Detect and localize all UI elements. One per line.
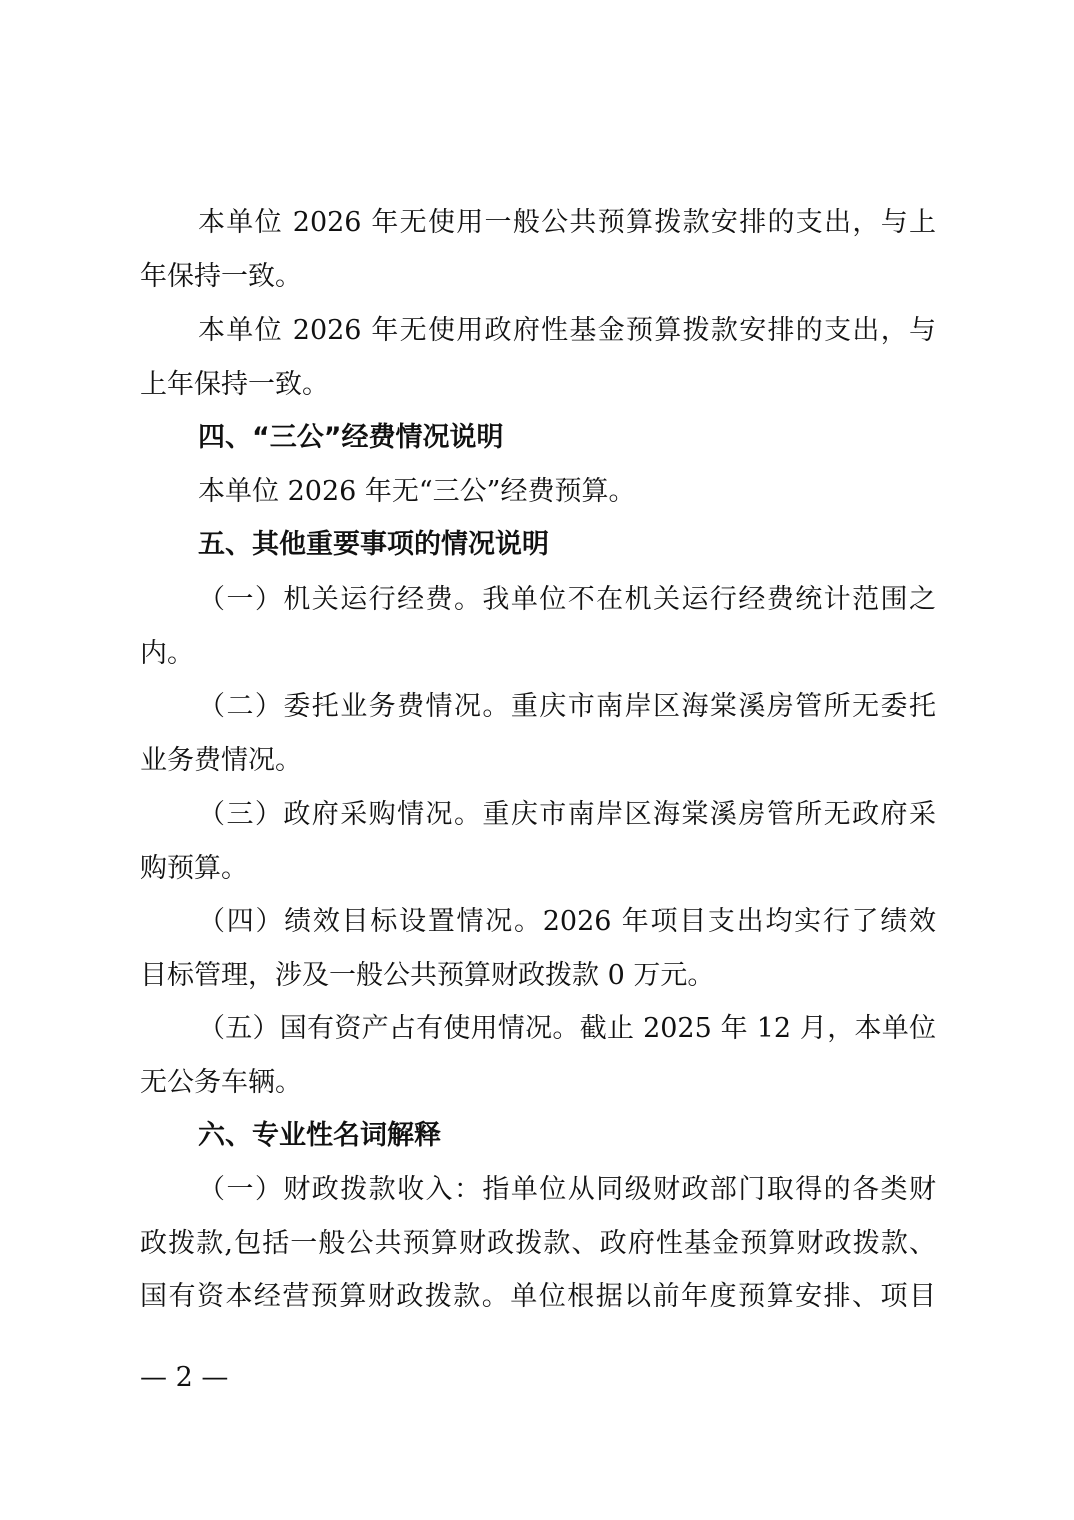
- paragraph-line: 上年保持一致。: [140, 369, 329, 400]
- paragraph-line: 购预算。: [140, 853, 248, 884]
- paragraph-line: 本单位 2026 年无“三公”经费预算。: [198, 476, 636, 507]
- paragraph-line: （三）政府采购情况。重庆市南岸区海棠溪房管所无政府采: [198, 799, 936, 830]
- paragraph-line: （一）机关运行经费。我单位不在机关运行经费统计范围之: [198, 584, 936, 615]
- paragraph-line: 本单位 2026 年无使用一般公共预算拨款安排的支出，与上: [198, 207, 936, 238]
- section-heading: 六、专业性名词解释: [198, 1120, 441, 1151]
- paragraph-line: 业务费情况。: [140, 745, 302, 776]
- section-heading: 四、“三公”经费情况说明: [198, 422, 504, 453]
- page-number: — 2 —: [140, 1362, 229, 1393]
- section-heading: 五、其他重要事项的情况说明: [198, 529, 549, 560]
- paragraph-line: 年保持一致。: [140, 261, 302, 292]
- paragraph-line: 政拨款,包括一般公共预算财政拨款、政府性基金预算财政拨款、: [140, 1228, 936, 1259]
- paragraph-line: 国有资本经营预算财政拨款。单位根据以前年度预算安排、项目: [140, 1281, 936, 1312]
- paragraph-line: 内。: [140, 638, 194, 669]
- paragraph-line: （四）绩效目标设置情况。2026 年项目支出均实行了绩效: [198, 906, 936, 937]
- paragraph-line: （二）委托业务费情况。重庆市南岸区海棠溪房管所无委托: [198, 691, 936, 722]
- paragraph-line: （五）国有资产占有使用情况。截止 2025 年 12 月，本单位: [198, 1013, 936, 1044]
- paragraph-line: （一）财政拨款收入：指单位从同级财政部门取得的各类财: [198, 1174, 936, 1205]
- paragraph-line: 本单位 2026 年无使用政府性基金预算拨款安排的支出，与: [198, 315, 936, 346]
- paragraph-line: 无公务车辆。: [140, 1067, 302, 1098]
- paragraph-line: 目标管理，涉及一般公共预算财政拨款 0 万元。: [140, 960, 715, 991]
